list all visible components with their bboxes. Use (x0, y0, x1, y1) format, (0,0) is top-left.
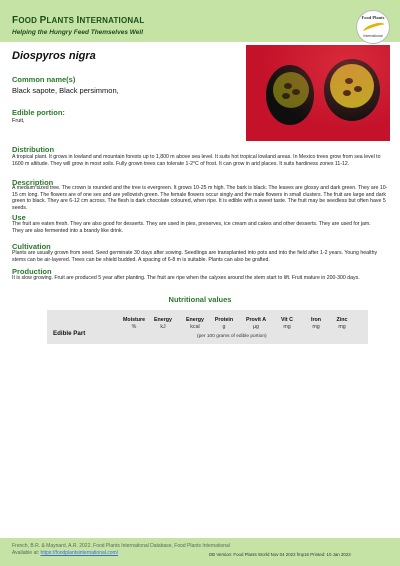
distribution-heading: Distribution (12, 145, 55, 154)
cultivation-text: Plants are usually grown from seed. Seed germinate 30 days after sowing. Seedlings are transplanted into pots and into the field after 1-2 years. Young healthy stems can be air-layered. Trees can be shield budded. A spacing of 6-8 m is suitable. Plants can also be grafted. (12, 250, 378, 263)
logo-top-text: Food Plants (361, 15, 385, 20)
nutrition-column-zinc: Zinc mg (336, 317, 348, 330)
common-names-heading: Common name(s) (12, 75, 76, 84)
footer-band (0, 538, 400, 566)
nutrition-column-protein: Protein g (214, 317, 234, 330)
header-band (0, 0, 400, 42)
nutrition-column-energy-kj: Energy kJ (154, 317, 172, 330)
edible-portion-heading: Edible portion: (12, 108, 65, 117)
use-text-line-1: The fruit are eaten fresh. They are also good for desserts. They are used in pies, preserves, ice cream and cakes and other desserts. They are used for jam. (12, 221, 371, 227)
scientific-name: Diospyros nigra (12, 50, 96, 62)
availability-line (12, 550, 118, 556)
version-print-info: DB Version: Food Plants World Nov 04 2022 fmp16 Printed: 10 Jan 2023 (209, 552, 351, 557)
citation-text: French, B.R. & Maynard, A.R. 2022. Food Plants International Database, Food Plants International (12, 543, 230, 549)
nutritional-values-heading: Nutritional values (168, 295, 232, 304)
description-text: A medium sized tree. The crown is rounded and the tree is evergreen. It grows 10-25 m high. The bark is black. The leaves are glossy and dark green. They are 10-15 cm long. The flowers are of one sex and are yellowish green. The female flowers occur singly and the male flowers in small clusters. The fruit are large and dark green to black. They are 6-12 cm across. The flesh is dark chocolate coloured, when ripe. It is edible with a sweet taste. The fruit may be seedless but often have 5 seeds. (12, 185, 388, 211)
nutrition-column-energy-kcal: Energy kcal (186, 317, 204, 330)
nutrition-table (47, 310, 368, 344)
available-label: Available at: (12, 550, 41, 556)
cultivation-heading: Cultivation (12, 242, 51, 251)
website-link[interactable]: https://foodplantsinternational.com/ (40, 550, 119, 556)
use-text (12, 221, 390, 234)
fruit-photo (246, 45, 390, 141)
nutrition-column-iron: Iron mg (310, 317, 321, 330)
food-plants-logo-icon (356, 10, 390, 44)
nutrition-row-label: Edible Part (53, 330, 86, 337)
nutrition-column-moisture: Moisture % (122, 317, 146, 330)
photo-shading (246, 45, 390, 141)
nutrition-column-provit-a: Provit A µg (245, 317, 267, 330)
nutrition-basis-note: (per 100 grams of edible portion) (197, 334, 267, 339)
use-heading: Use (12, 213, 26, 222)
tagline: Helping the Hungry Feed Themselves Well (12, 29, 143, 36)
organization-name: FOOD PLANTS INTERNATIONAL (12, 15, 145, 26)
use-text-line-2: They are also fermented into a brandy like drink. (12, 227, 124, 234)
nutrition-column-vit-c: Vit C mg (281, 317, 293, 330)
production-text: It is slow growing. Fruit are produced 5 year after planting. The fruit are ripe when the calyxes around the stem start to lift. Fruit mature in 200-300 days. (12, 275, 360, 281)
common-names-text: Black sapote, Black persimmon, (12, 86, 119, 95)
logo-bottom-text: International (363, 34, 383, 38)
distribution-text: A tropical plant. It grows in lowland and mountain forests up to 1,800 m above sea level. It suits hot tropical lowland areas. In Mexico trees grow from sea level to 1600 m altitude. They will grow in most soils. Fully grown trees can tolerate 1-2°C of frost. It can grow in arid places. It suits hardiness zones 11-12. (12, 154, 381, 167)
edible-portion-text: Fruit, (12, 118, 25, 124)
description-heading: Description (12, 178, 54, 187)
production-heading: Production (12, 267, 52, 276)
